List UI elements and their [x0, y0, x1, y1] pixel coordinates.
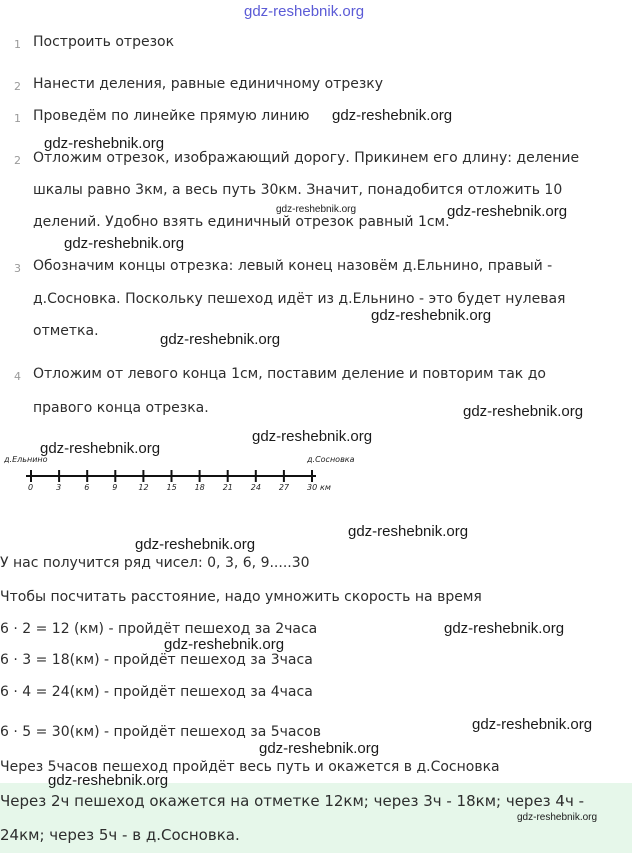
number-line-tick-label: 21	[222, 483, 233, 492]
series-text: У нас получится ряд чисел: 0, 3, 6, 9.....30	[0, 555, 310, 571]
answer-line: 24км; через 5ч - в д.Сосновка.	[0, 826, 240, 844]
plan-item: Построить отрезок	[33, 34, 175, 50]
number-line-tick-label: 30	[307, 483, 318, 492]
step-number: 4	[14, 370, 21, 383]
watermark: gdz-reshebnik.org	[44, 135, 165, 152]
number-line-tick-label: 15	[166, 483, 177, 492]
number-line-tick-label: 3	[56, 483, 62, 492]
watermark: gdz-reshebnik.org	[64, 235, 185, 252]
calc-line: 6 · 5 = 30(км) - пройдёт пешеход за 5часов	[0, 724, 322, 740]
step-line: Отложим от левого конца 1см, поставим деление и повторим так до	[33, 366, 546, 382]
step-line: Отложим отрезок, изображающий дорогу. Прикинем его длину: деление	[33, 150, 580, 166]
calc-line: 6 · 4 = 24(км) - пройдёт пешеход за 4часа	[0, 684, 313, 700]
watermark: gdz-reshebnik.org	[472, 716, 593, 733]
step-number: 3	[14, 262, 21, 275]
watermark: gdz-reshebnik.org	[371, 307, 492, 324]
top-watermark: gdz-reshebnik.org	[244, 3, 365, 20]
answer-line: Через 2ч пешеход окажется на отметке 12км; через 3ч - 18км; через 4ч -	[0, 792, 585, 810]
step-line: шкалы равно 3км, а весь путь 30км. Значит, понадобится отложить 10	[33, 182, 563, 198]
watermark: gdz-reshebnik.org	[160, 331, 281, 348]
watermark: gdz-reshebnik.org	[135, 536, 256, 553]
scale-right-label: д.Сосновка	[307, 455, 355, 464]
watermark: gdz-reshebnik.org	[447, 203, 568, 220]
watermark: gdz-reshebnik.org	[517, 812, 598, 823]
watermark: gdz-reshebnik.org	[48, 772, 169, 789]
step-number: 2	[14, 154, 21, 167]
watermark: gdz-reshebnik.org	[463, 403, 584, 420]
watermark: gdz-reshebnik.org	[276, 204, 357, 215]
step-line: д.Сосновка. Поскольку пешеход идёт из д.Ельнино - это будет нулевая	[33, 291, 566, 307]
number-line-tick-label: 18	[194, 483, 205, 492]
step-line: делений. Удобно взять единичный отрезок равный 1см.	[33, 214, 450, 230]
watermark: gdz-reshebnik.org	[252, 428, 373, 445]
plan-number: 2	[14, 80, 21, 93]
number-line-tick-label: 9	[112, 483, 118, 492]
step-number: 1	[14, 112, 21, 125]
step-line: Обозначим концы отрезка: левый конец назовём д.Ельнино, правый -	[33, 258, 553, 274]
step-line: отметка.	[33, 323, 99, 339]
plan-item: Нанести деления, равные единичному отрезку	[33, 76, 384, 92]
watermark: gdz-reshebnik.org	[40, 440, 161, 457]
watermark: gdz-reshebnik.org	[259, 740, 380, 757]
step-line: правого конца отрезка.	[33, 400, 209, 416]
watermark: gdz-reshebnik.org	[164, 636, 285, 653]
scale-unit: км	[320, 483, 331, 492]
rule-text: Чтобы посчитать расстояние, надо умножить скорость на время	[0, 589, 482, 605]
number-line-tick-label: 6	[84, 483, 90, 492]
conclusion-text: Через 5часов пешеход пройдёт весь путь и окажется в д.Сосновка	[0, 759, 500, 775]
number-line	[0, 460, 340, 500]
calc-line: 6 · 3 = 18(км) - пройдёт пешеход за 3часа	[0, 652, 313, 668]
number-line-tick-label: 27	[278, 483, 290, 492]
number-line-tick-label: 12	[138, 483, 149, 492]
scale-left-label: д.Ельнино	[4, 455, 48, 464]
number-line-tick-label: 0	[28, 483, 34, 492]
watermark: gdz-reshebnik.org	[348, 523, 469, 540]
step-line: Проведём по линейке прямую линию	[33, 108, 310, 124]
plan-number: 1	[14, 38, 21, 51]
calc-line: 6 · 2 = 12 (км) - пройдёт пешеход за 2часа	[0, 621, 318, 637]
watermark: gdz-reshebnik.org	[444, 620, 565, 637]
watermark: gdz-reshebnik.org	[332, 107, 453, 124]
number-line-tick-label: 24	[250, 483, 261, 492]
